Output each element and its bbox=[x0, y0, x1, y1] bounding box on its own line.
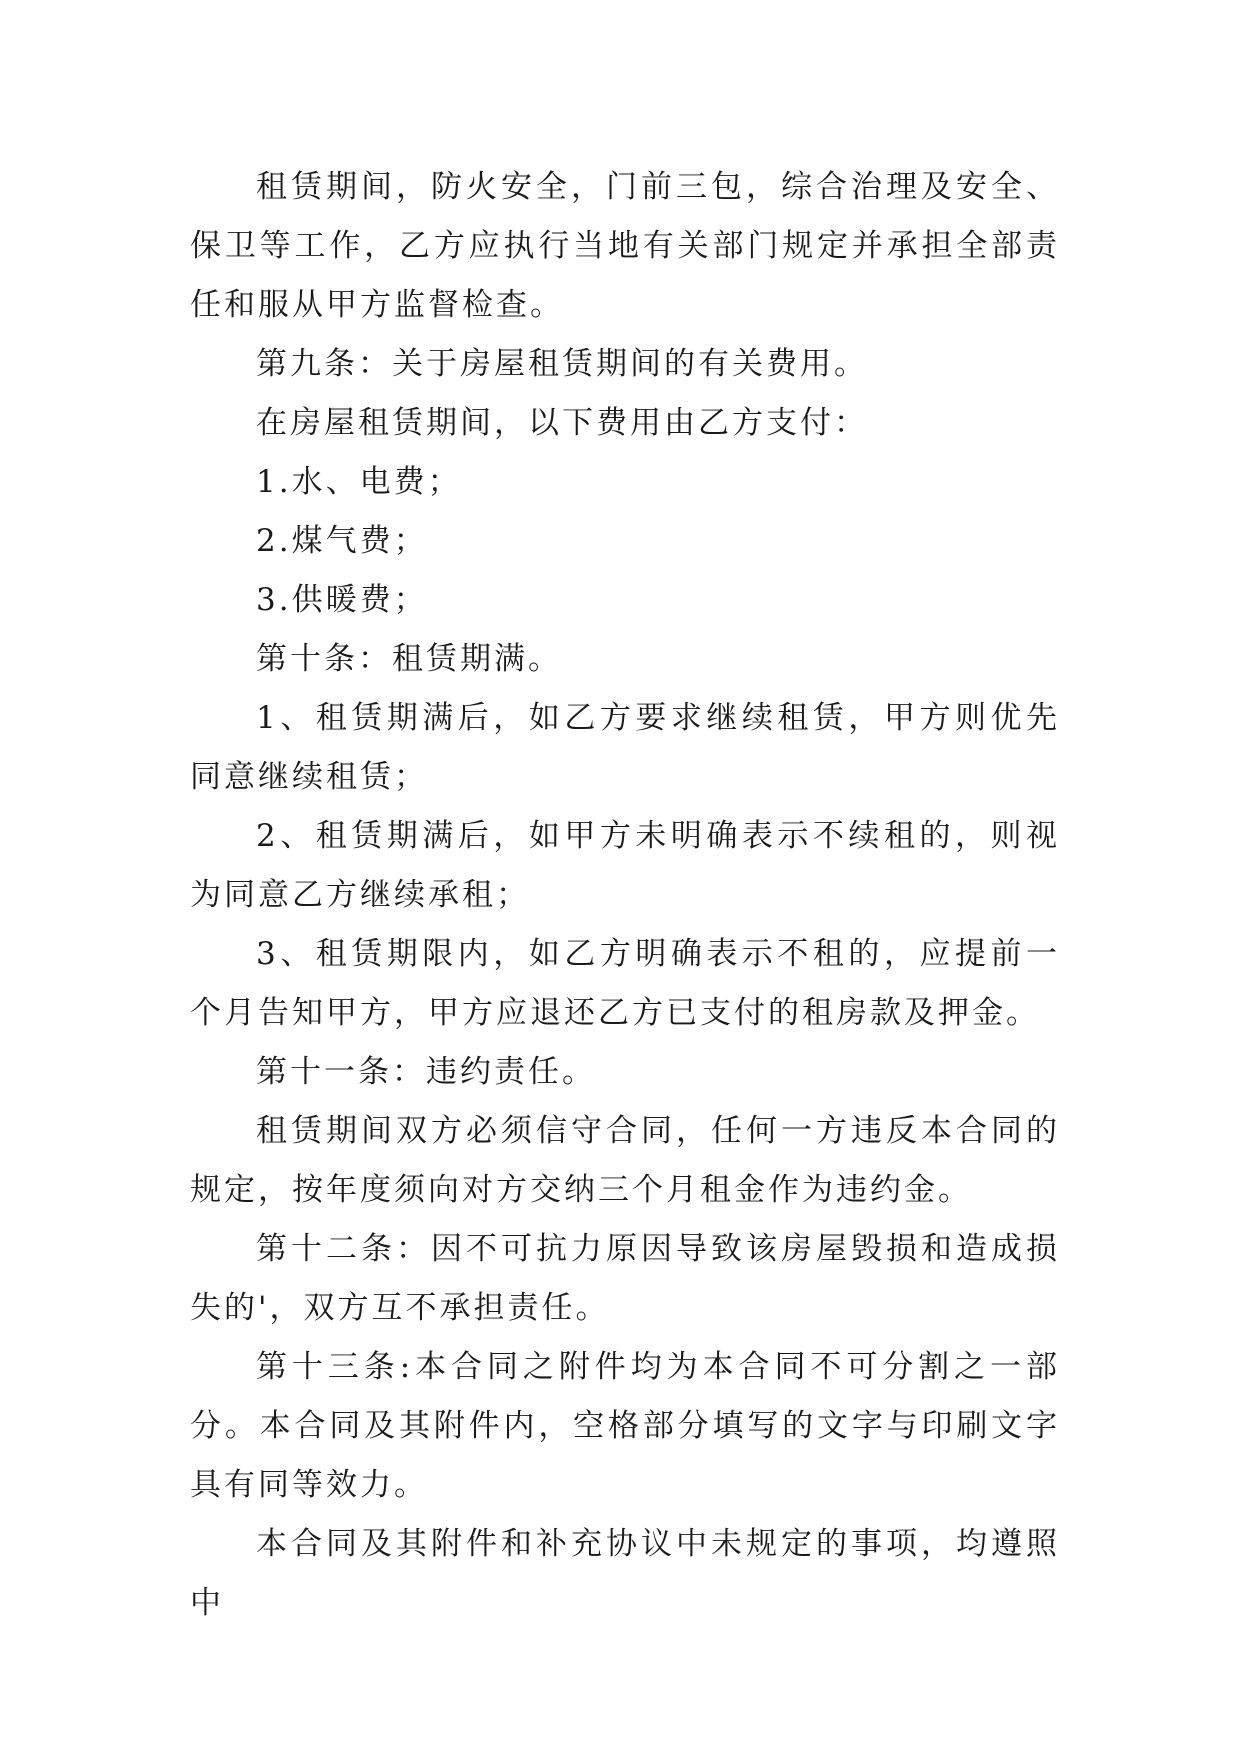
paragraph-unspecified-matters: 本合同及其附件和补充协议中未规定的事项，均遵照中 bbox=[190, 1526, 1060, 1621]
article-10-clause-1: 1、租赁期满后，如乙方要求继续租赁，甲方则优先同意继续租赁； bbox=[190, 700, 1060, 795]
article-13: 第十三条:本合同之附件均为本合同不可分割之一部分。本合同及其附件内，空格部分填写的文字与印刷文字具有同等效力。 bbox=[190, 1349, 1060, 1503]
article-11-body: 租赁期间双方必须信守合同，任何一方违反本合同的规定，按年度须向对方交纳三个月租金作为违约金。 bbox=[190, 1113, 1060, 1208]
fee-item-gas: 2.煤气费； bbox=[256, 523, 428, 559]
paragraph-fees-intro: 在房屋租赁期间，以下费用由乙方支付： bbox=[256, 405, 868, 441]
article-10-heading: 第十条：租赁期满。 bbox=[256, 641, 562, 677]
fee-item-water-electricity: 1.水、电费； bbox=[256, 464, 462, 500]
article-10-clause-2: 2、租赁期满后，如甲方未明确表示不续租的，则视为同意乙方继续承租； bbox=[190, 818, 1060, 913]
paragraph-fire-safety: 租赁期间，防火安全，门前三包，综合治理及安全、保卫等工作，乙方应执行当地有关部门规定并承担全部责任和服从甲方监督检查。 bbox=[190, 169, 1060, 323]
article-12: 第十二条：因不可抗力原因导致该房屋毁损和造成损失的'，双方互不承担责任。 bbox=[190, 1231, 1060, 1326]
fee-item-heating: 3.供暖费； bbox=[256, 582, 428, 618]
article-9-heading: 第九条：关于房屋租赁期间的有关费用。 bbox=[256, 346, 868, 382]
document-body bbox=[190, 158, 1060, 1633]
article-11-heading: 第十一条：违约责任。 bbox=[256, 1054, 596, 1090]
article-10-clause-3: 3、租赁期限内，如乙方明确表示不租的，应提前一个月告知甲方，甲方应退还乙方已支付的租房款及押金。 bbox=[190, 936, 1060, 1031]
